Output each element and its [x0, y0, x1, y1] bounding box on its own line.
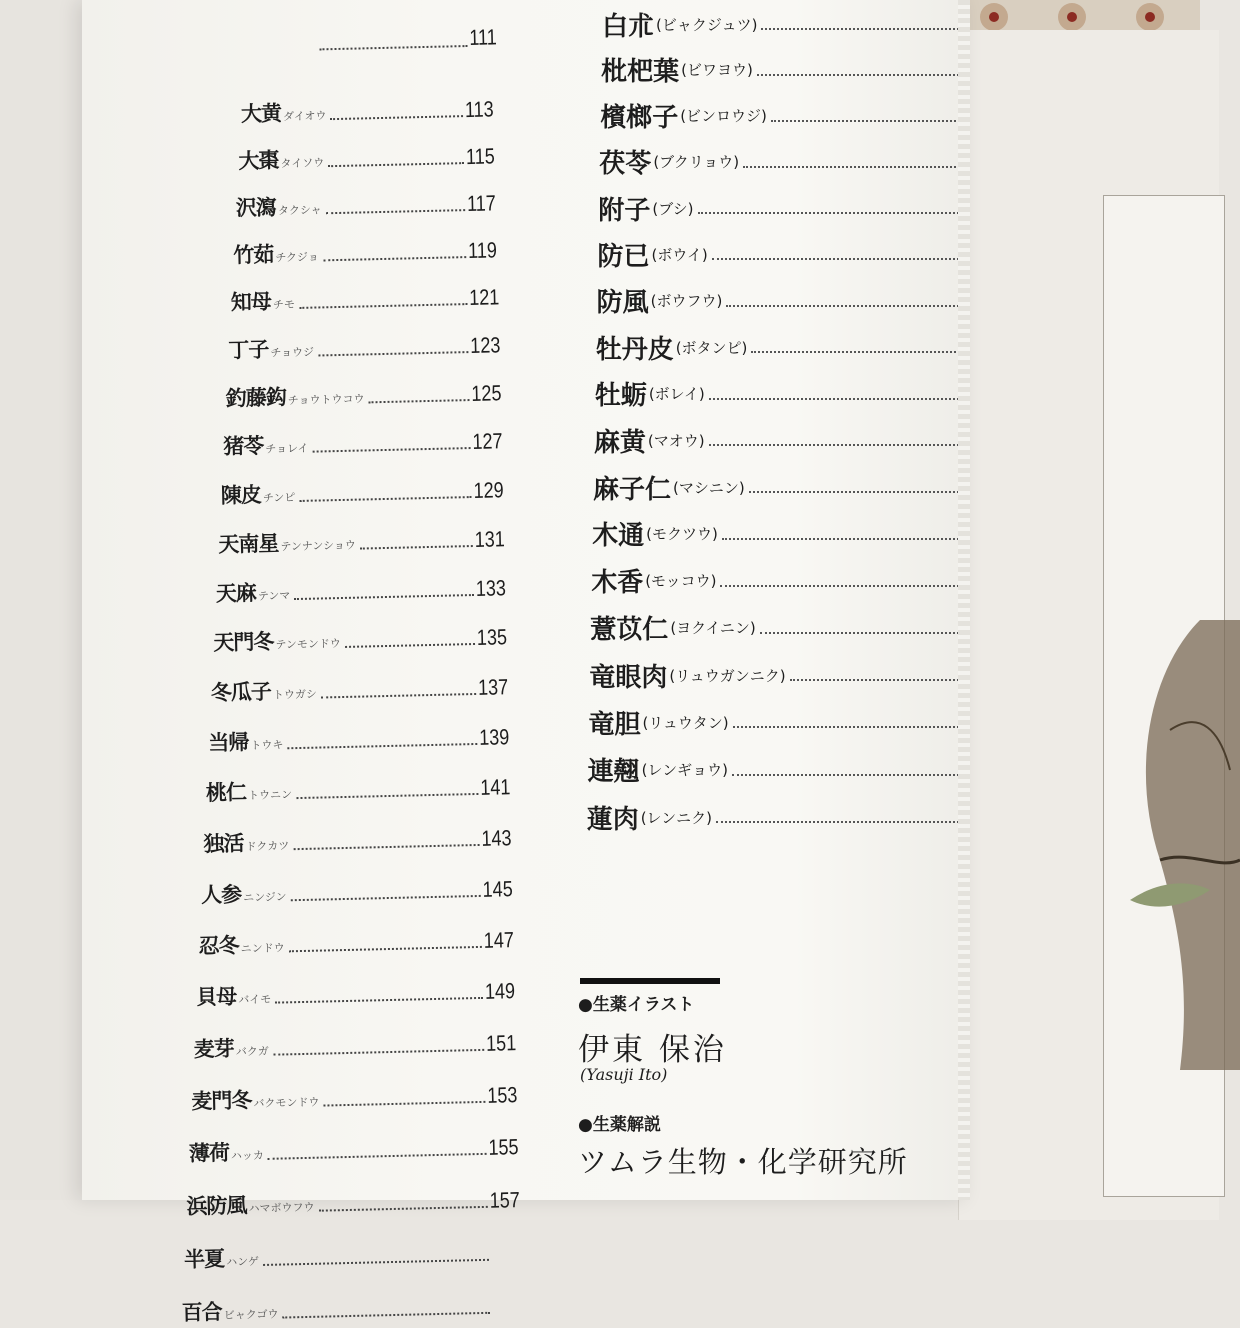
page-number: 121 [468, 284, 500, 311]
index-entry [600, 96, 967, 136]
herb-reading: (ヨクイニン) [670, 619, 756, 638]
herb-name: 竹茹 [233, 241, 274, 268]
fabric-motif [1058, 3, 1086, 31]
page-number: 125 [471, 380, 502, 407]
herb-name: 枇杷葉 [601, 57, 680, 88]
leader-dots [698, 212, 967, 214]
herb-name: 知母 [230, 288, 272, 315]
herb-reading: トウニン [247, 788, 293, 803]
leader-dots [726, 305, 967, 307]
leader-dots [761, 28, 967, 30]
leader-dots [749, 491, 967, 493]
index-column-left [68, 0, 615, 1325]
page-number: 145 [482, 876, 513, 902]
page-number [492, 1319, 523, 1320]
page-number: 135 [476, 624, 508, 651]
leader-dots [360, 545, 473, 550]
leader-dots [751, 351, 967, 353]
page-number: 119 [467, 237, 498, 263]
herb-name: 陳皮 [220, 481, 262, 508]
page-number: 115 [465, 143, 495, 169]
page-number: 151 [485, 1030, 517, 1056]
herb-reading: ハマボウフウ [248, 1200, 315, 1216]
leader-dots [722, 538, 967, 540]
herb-reading: (ボタンピ) [675, 338, 748, 357]
herb-name: 竜胆 [588, 709, 641, 740]
leader-dots [299, 496, 471, 502]
leader-dots [299, 303, 467, 309]
herb-name: 白朮 [602, 11, 655, 42]
leader-dots [709, 444, 967, 446]
herb-name: 忍冬 [198, 932, 239, 959]
herb-name: 半夏 [183, 1245, 225, 1272]
leader-dots [323, 256, 466, 261]
herb-reading: チョウジ [270, 345, 315, 360]
page-number: 153 [486, 1082, 518, 1108]
index-entry [598, 234, 968, 274]
index-entry [198, 919, 522, 960]
leader-dots [321, 693, 476, 699]
herb-name: 防風 [596, 288, 649, 319]
leader-dots [331, 115, 464, 120]
page-number: 143 [481, 825, 512, 851]
herb-reading: ハッカ [230, 1149, 265, 1163]
herb-name: 大黄 [240, 100, 282, 127]
index-entry [592, 514, 967, 554]
herb-reading: (ブシ) [652, 199, 694, 218]
fabric-motif [980, 3, 1008, 31]
leader-dots [313, 447, 471, 453]
page-number: 149 [484, 978, 516, 1005]
leader-dots [328, 162, 464, 167]
leader-dots [288, 743, 478, 749]
herb-reading: トウガシ [272, 687, 318, 702]
page-number: 155 [488, 1134, 519, 1161]
page-number [491, 1266, 522, 1267]
herb-name: 木通 [592, 521, 645, 552]
herb-reading: ニンドウ [240, 941, 285, 956]
leader-dots [733, 726, 967, 728]
index-entry [238, 135, 504, 175]
leader-dots [732, 774, 967, 776]
index-entry [210, 666, 516, 707]
leader-dots [283, 1311, 491, 1318]
herb-name: 百合 [181, 1298, 222, 1325]
herb-reading: テンモンドウ [275, 637, 341, 652]
leader-dots [319, 1206, 488, 1212]
page-number: 123 [469, 332, 501, 359]
index-entry [215, 567, 514, 608]
herb-reading: トウキ [250, 738, 284, 753]
herb-reading: (ビンロウジ) [680, 107, 767, 126]
index-entry [590, 608, 967, 648]
index-entry [601, 50, 967, 90]
page-number: 137 [477, 674, 509, 701]
herb-name: 附子 [598, 195, 651, 226]
index-entry [587, 797, 967, 837]
herb-name: 天麻 [215, 579, 257, 606]
index-entry [184, 1231, 529, 1273]
index-entry [598, 188, 967, 228]
herb-name: 茯苓 [599, 149, 652, 180]
herb-reading: (モクツウ) [646, 525, 718, 544]
herb-name: 牡蛎 [594, 381, 647, 412]
herb-name: 連翹 [587, 757, 640, 788]
herb-name: 木香 [591, 568, 644, 599]
leader-dots [293, 844, 479, 850]
herb-name: 独活 [203, 830, 244, 857]
page-number: 127 [472, 428, 503, 455]
leader-dots [771, 120, 967, 122]
leader-dots [369, 399, 470, 403]
index-entry [181, 1285, 530, 1327]
leader-dots [760, 632, 967, 634]
leader-dots [294, 594, 474, 600]
leader-dots [291, 895, 481, 901]
index-entry [188, 1126, 526, 1168]
index-entry [595, 374, 967, 414]
index-entry [235, 182, 505, 222]
herb-reading: チンピ [262, 490, 296, 505]
herb-reading: バクガ [235, 1044, 269, 1059]
herb-reading: (リュウタン) [642, 713, 729, 732]
herb-name: 大棗 [238, 146, 279, 173]
commentary-author: ツムラ生物・化学研究所 [578, 1145, 908, 1179]
index-entry [230, 276, 507, 316]
herb-reading: ハンゲ [226, 1254, 260, 1269]
page-edge [958, 0, 970, 1200]
herb-name: 蓮肉 [586, 804, 639, 835]
index-entry [597, 281, 967, 321]
herb-name: 麻子仁 [593, 474, 672, 505]
herb-reading: チクジョ [275, 250, 319, 265]
herb-name: 沢瀉 [235, 193, 277, 220]
leader-dots [716, 821, 967, 823]
herb-name: 釣藤鈎 [225, 384, 287, 411]
page-number: 131 [474, 526, 506, 552]
herb-reading: チョレイ [265, 442, 309, 457]
index-entry [589, 702, 968, 742]
illustrator-name: 伊東 保治 [578, 1032, 727, 1068]
page-number: 133 [475, 575, 507, 601]
herb-reading: (ビャクジュツ) [656, 15, 758, 34]
patterned-fabric [958, 0, 1200, 34]
credit-rule [580, 978, 720, 984]
leader-dots [326, 209, 465, 214]
herb-name: 当帰 [208, 729, 249, 756]
herb-reading: (モッコウ) [645, 572, 717, 591]
herb-name: 牡丹皮 [595, 334, 674, 365]
herb-name: 浜防風 [186, 1192, 247, 1219]
index-entry [591, 561, 967, 601]
index-entry [193, 1022, 524, 1063]
index-entry [213, 617, 515, 658]
index-entry [594, 420, 967, 460]
herb-name: 貝母 [195, 983, 237, 1010]
index-entry [588, 750, 967, 790]
herb-name: 防已 [597, 241, 650, 272]
herb-reading: タイソウ [280, 155, 325, 170]
leader-dots [712, 258, 967, 260]
herb-reading: テンナンショウ [280, 538, 356, 554]
commentary-label: ●生薬解説 [578, 1115, 661, 1135]
leader-dots [743, 166, 967, 168]
page-number: 117 [466, 189, 497, 216]
leader-dots [345, 643, 475, 648]
herb-reading: (レンニク) [640, 808, 713, 827]
leader-dots [323, 1101, 485, 1107]
herb-reading: テンマ [257, 589, 291, 603]
herb-name: 人参 [200, 881, 242, 908]
herb-name: 薄荷 [188, 1139, 230, 1166]
leader-dots [296, 793, 478, 799]
herb-reading: (マシニン) [673, 478, 745, 497]
leader-dots [263, 1258, 489, 1265]
page-number: 147 [483, 927, 515, 953]
index-entry [225, 372, 509, 412]
index-entry [233, 229, 506, 269]
fabric-motif [1136, 3, 1164, 31]
herb-name: 檳榔子 [600, 103, 679, 134]
index-entry [240, 88, 503, 128]
index-entry [196, 970, 523, 1011]
leader-dots [757, 74, 967, 76]
index-entry [205, 766, 518, 807]
herb-reading: (マオウ) [647, 431, 705, 450]
illustrator-romanized: (Yasuji Ito) [580, 1065, 668, 1084]
index-entry [599, 142, 967, 182]
index-entry [186, 1179, 528, 1221]
leader-dots [720, 585, 967, 587]
leader-dots [275, 997, 483, 1004]
herb-reading: (ブクリョウ) [653, 153, 740, 172]
herb-name: 竜眼肉 [589, 662, 668, 693]
index-entry [201, 868, 521, 909]
book-page [82, 0, 970, 1325]
illustration-label: ●生薬イラスト [578, 995, 695, 1015]
herb-name: 麻黄 [593, 427, 646, 458]
index-entry [218, 518, 513, 559]
herb-reading: (ボレイ) [648, 385, 705, 404]
index-entry [589, 655, 967, 695]
leader-dots [273, 1049, 484, 1056]
herb-reading: ビャクゴウ [223, 1307, 279, 1322]
index-entry [203, 817, 520, 858]
index-entry [208, 716, 517, 757]
herb-reading: チモ [272, 298, 296, 312]
herb-name: 丁子 [228, 336, 269, 363]
page-number: 157 [489, 1186, 521, 1213]
herb-reading: タクシャ [277, 202, 322, 217]
page-number: 139 [478, 724, 510, 751]
herb-name: 天南星 [218, 530, 279, 557]
index-entry [223, 421, 511, 462]
herb-name: 天門冬 [213, 629, 274, 656]
leader-dots [268, 1153, 487, 1160]
herb-reading: (リュウガンニク) [669, 666, 786, 685]
herb-reading: (レンギョウ) [641, 761, 728, 780]
herb-reading: (ボウイ) [651, 245, 708, 264]
herb-name: 麦門冬 [191, 1087, 252, 1114]
index-entry [191, 1074, 526, 1116]
index-entry [228, 324, 509, 364]
index-entry [220, 469, 511, 510]
index-entry [602, 4, 967, 44]
page-number: 141 [479, 774, 511, 801]
herb-name: 猪苓 [223, 433, 264, 460]
herb-name: 桃仁 [205, 779, 247, 806]
herb-reading: (ボウフウ) [650, 292, 723, 311]
herb-name: 薏苡仁 [590, 615, 669, 646]
leader-dots [709, 398, 967, 400]
index-entry [596, 327, 967, 367]
leader-dots [289, 946, 482, 952]
page-number: 129 [473, 477, 504, 503]
index-entry [593, 467, 967, 507]
page-number: 113 [464, 96, 494, 123]
herb-reading: ニンジン [242, 890, 287, 905]
top-page-number: 111 [468, 24, 497, 50]
herb-name: 麦芽 [193, 1035, 235, 1062]
herb-reading: バイモ [238, 993, 272, 1007]
herb-reading: バクモンドウ [253, 1095, 320, 1111]
top-leader-dots [319, 45, 467, 50]
herb-reading: (ビワヨウ) [681, 61, 753, 80]
herb-reading: チョウトウコウ [287, 392, 365, 408]
leader-dots [318, 351, 468, 356]
herb-reading: ダイオウ [282, 109, 327, 124]
herb-illustration [1120, 610, 1240, 1080]
herb-name: 冬瓜子 [210, 678, 272, 706]
herb-reading: ドクカツ [245, 839, 290, 854]
leader-dots [790, 679, 967, 681]
